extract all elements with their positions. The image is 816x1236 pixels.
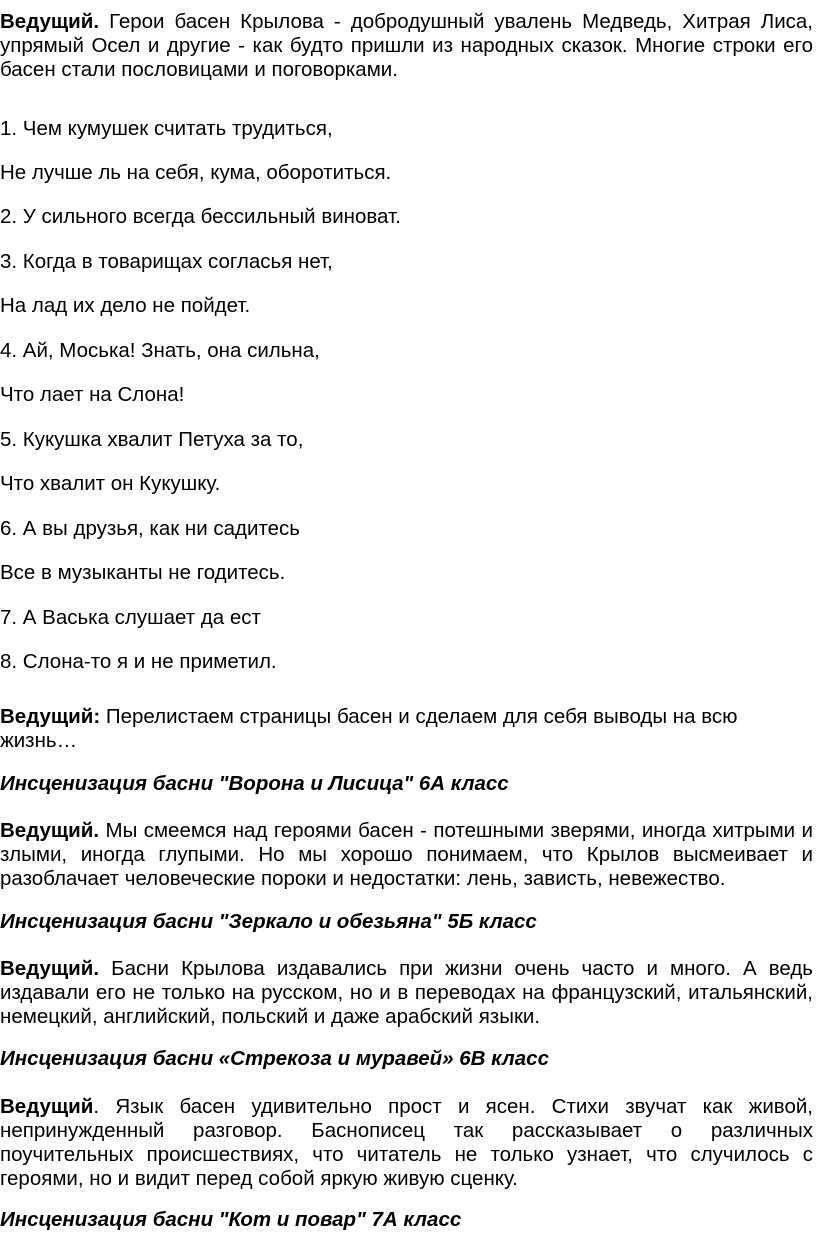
pages-paragraph (0, 705, 813, 753)
vices-text: Мы смеемся над героями басен - потешными зверями, иногда хитрыми и злыми, иногда глупыми. Но мы хорошо понимаем, что Крылов высмеивает и разоблачает человеческие пороки и недостатки: лень, зависть, невежество. (0, 819, 813, 890)
quote-line-3: 2. У сильного всегда бессильный виноват. (0, 205, 401, 228)
quote-line-8: 5. Кукушка хвалит Петуха за то, (0, 428, 304, 451)
published-text: Басни Крылова издавались при жизни очень часто и много. А ведь издавали его не только на русском, но и в переводах на французский, итальянский, немецкий, английский, польский и даже арабский языки. (0, 957, 813, 1028)
quote-line-11: Все в музыканты не годитесь. (0, 561, 286, 584)
quote-line-6: 4. Ай, Моська! Знать, она сильна, (0, 339, 320, 362)
pages-text: Перелистаем страницы басен и сделаем для себя выводы на всю жизнь… (0, 705, 738, 752)
language-text: . Язык басен удивительно прост и ясен. Стихи звучат как живой, непринужденный разговор. Баснописец так рассказывает о различных поучительных происшествиях, что читатель не только узнает, что случилось с героями, но и видит перед собой яркую живую сценку. (0, 1095, 813, 1190)
staging-heading-4: Инсценизация басни "Кот и повар" 7А класс (0, 1208, 462, 1231)
quote-line-12: 7. А Васька слушает да ест (0, 606, 261, 629)
speaker-label: Ведущий (0, 1095, 94, 1118)
intro-text: Герои басен Крылова - добродушный увалень Медведь, Хитрая Лиса, упрямый Осел и другие - как будто пришли из народных сказок. Многие строки его басен стали пословицами и поговорками. (0, 10, 813, 81)
quote-line-2: Не лучше ль на себя, кума, оборотиться. (0, 161, 392, 184)
quote-line-1: 1. Чем кумушек считать трудиться, (0, 117, 333, 140)
speaker-label: Ведущий. (0, 819, 100, 842)
speaker-label: Ведущий: (0, 705, 101, 728)
quote-line-4: 3. Когда в товарищах согласья нет, (0, 250, 333, 273)
staging-heading-1: Инсценизация басни "Ворона и Лисица" 6А класс (0, 772, 509, 795)
quote-line-10: 6. А вы друзья, как ни садитесь (0, 517, 300, 540)
staging-heading-2: Инсценизация басни "Зеркало и обезьяна" 5Б класс (0, 910, 537, 933)
language-paragraph (0, 1095, 813, 1191)
vices-paragraph (0, 819, 813, 891)
speaker-label: Ведущий. (0, 957, 100, 980)
quote-line-7: Что лает на Слона! (0, 383, 185, 406)
staging-heading-3: Инсценизация басни «Стрекоза и муравей» 6В класс (0, 1047, 549, 1070)
quote-line-13: 8. Слона-то я и не приметил. (0, 650, 277, 673)
published-paragraph (0, 957, 813, 1029)
intro-paragraph (0, 10, 813, 82)
speaker-label: Ведущий. (0, 10, 100, 33)
quote-line-5: На лад их дело не пойдет. (0, 294, 251, 317)
quote-line-9: Что хвалит он Кукушку. (0, 472, 221, 495)
